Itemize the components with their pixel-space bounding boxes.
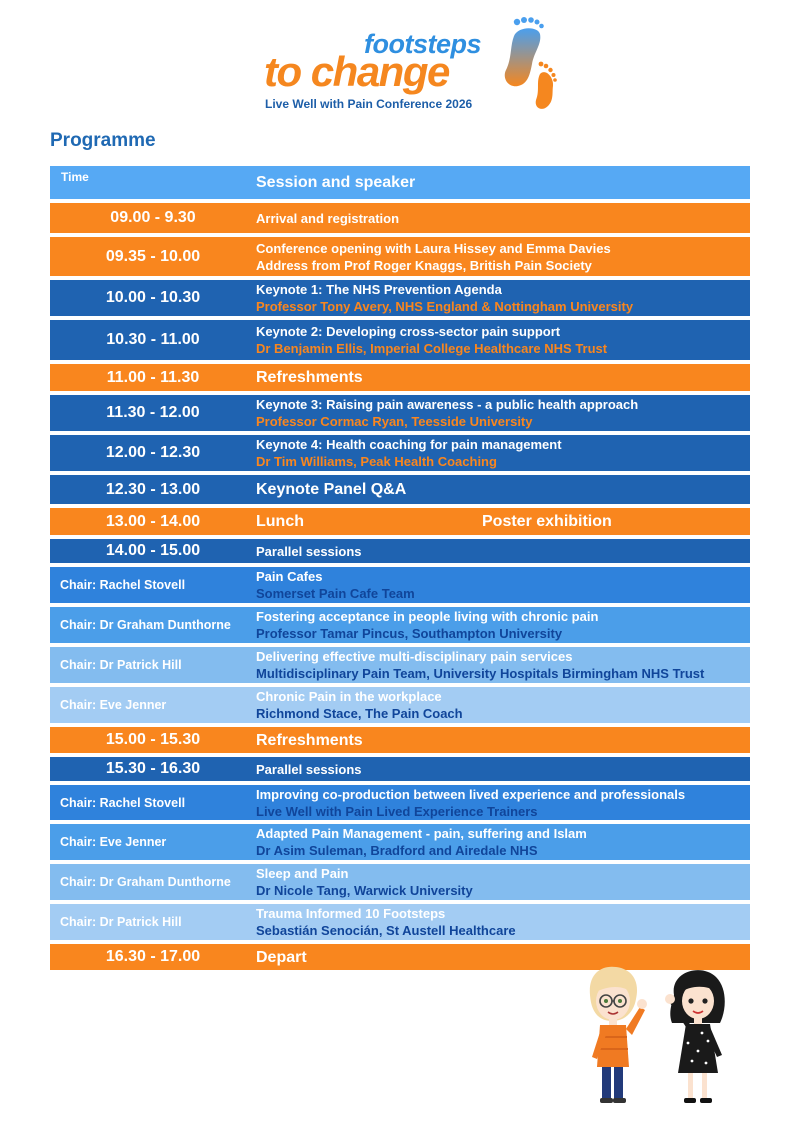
session-title: Delivering effective multi-disciplinary pain services	[256, 649, 573, 664]
session-title: Keynote 3: Raising pain awareness - a public health approach	[256, 397, 639, 412]
row-session: Parallel sessions	[256, 761, 362, 777]
row-time: 15.30 - 16.30	[105, 760, 201, 777]
table-row	[50, 727, 750, 753]
row-session: Keynote Panel Q&A	[256, 481, 407, 498]
row-chair: Chair: Eve Jenner	[60, 698, 167, 712]
programme-heading: Programme	[50, 130, 156, 151]
footprints-icon	[500, 14, 560, 114]
session-title: Improving co-production between lived experience and professionals	[256, 786, 686, 802]
session-title: Chronic Pain in the workplace	[256, 689, 442, 704]
session-title: Adapted Pain Management - pain, suffering and Islam	[256, 826, 587, 841]
table-row	[50, 395, 750, 431]
session-column-header: Session and speaker	[256, 174, 416, 191]
table-row	[50, 237, 750, 276]
row-session	[256, 280, 746, 316]
row-session	[256, 237, 746, 276]
table-row	[50, 757, 750, 781]
table-row	[50, 435, 750, 471]
session-speaker: Multidisciplinary Pain Team, University Hospitals Birmingham NHS Trust	[256, 666, 705, 681]
row-chair: Chair: Rachel Stovell	[60, 578, 186, 592]
session-title: Conference opening with Laura Hissey and Emma Davies	[256, 240, 611, 256]
cartoon-characters-illustration	[582, 963, 742, 1108]
row-chair: Chair: Rachel Stovell	[60, 795, 186, 810]
row-session	[256, 785, 746, 820]
row-chair: Chair: Dr Graham Dunthorne	[60, 875, 231, 889]
row-session: Refreshments	[256, 369, 363, 386]
session-speaker: Dr Benjamin Ellis, Imperial College Healthcare NHS Trust	[256, 341, 608, 356]
row-session	[256, 904, 746, 940]
row-session	[256, 607, 746, 643]
session-title: Keynote 4: Health coaching for pain management	[256, 437, 562, 452]
table-row	[50, 475, 750, 504]
session-title: Keynote 2: Developing cross-sector pain support	[256, 324, 561, 339]
row-session: Arrival and registration	[256, 210, 400, 226]
table-row	[50, 203, 750, 233]
table-row	[50, 539, 750, 563]
table-header-row	[50, 166, 750, 199]
row-session	[256, 567, 746, 603]
session-speaker: Dr Nicole Tang, Warwick University	[256, 883, 473, 898]
row-time: 12.00 - 12.30	[105, 444, 201, 461]
session-speaker: Live Well with Pain Lived Experience Trainers	[256, 803, 538, 819]
row-session	[256, 395, 746, 431]
session-speaker: Address from Prof Roger Knaggs, British Pain Society	[256, 257, 592, 273]
conference-subtitle: Live Well with Pain Conference 2026	[265, 97, 473, 111]
session-title: Pain Cafes	[256, 569, 323, 584]
table-row	[50, 647, 750, 683]
session-title: Sleep and Pain	[256, 866, 349, 881]
time-column-header: Time	[61, 170, 89, 184]
row-time: 11.30 - 12.00	[106, 404, 200, 421]
table-row	[50, 864, 750, 900]
programme-table	[50, 166, 750, 974]
row-session	[256, 864, 746, 900]
logo-to-change-text: to change	[264, 48, 449, 95]
session-speaker: Professor Tamar Pincus, Southampton University	[256, 626, 563, 641]
row-session: Parallel sessions	[256, 543, 362, 559]
session-speaker: Richmond Stace, The Pain Coach	[256, 706, 463, 721]
poster-exhibition-label: Poster exhibition	[482, 512, 612, 530]
table-row	[50, 607, 750, 643]
table-row	[50, 687, 750, 723]
session-speaker: Professor Tony Avery, NHS England & Nottingham University	[256, 299, 634, 314]
table-row	[50, 280, 750, 316]
table-row	[50, 320, 750, 360]
table-row	[50, 785, 750, 820]
row-time: 09.00 - 9.30	[110, 209, 196, 226]
table-row	[50, 904, 750, 940]
table-row	[50, 824, 750, 860]
table-row	[50, 508, 750, 535]
session-title: Trauma Informed 10 Footsteps	[256, 906, 446, 921]
session-speaker: Sebastián Senocián, St Austell Healthcare	[256, 923, 516, 938]
conference-logo	[262, 14, 562, 114]
row-chair: Chair: Dr Patrick Hill	[60, 658, 182, 672]
session-title: Fostering acceptance in people living with chronic pain	[256, 609, 599, 624]
session-title: Keynote 1: The NHS Prevention Agenda	[256, 282, 502, 297]
row-time: 15.00 - 15.30	[105, 731, 201, 748]
row-time: 13.00 - 14.00	[105, 512, 201, 530]
row-session	[256, 687, 746, 723]
row-chair: Chair: Dr Patrick Hill	[60, 915, 182, 929]
session-speaker: Somerset Pain Cafe Team	[256, 586, 415, 601]
row-time: 12.30 - 13.00	[105, 480, 201, 498]
row-session	[256, 647, 746, 683]
row-time: 09.35 - 10.00	[105, 247, 201, 265]
row-time: 11.00 - 11.30	[106, 368, 200, 386]
logo-footsteps-text: footsteps	[364, 29, 481, 59]
table-row	[50, 567, 750, 603]
row-session: Refreshments	[256, 731, 363, 749]
row-time: 10.30 - 11.00	[106, 331, 200, 348]
row-time: 16.30 - 17.00	[105, 948, 201, 965]
row-session	[256, 435, 746, 471]
session-speaker: Professor Cormac Ryan, Teesside University	[256, 414, 533, 429]
row-time: 14.00 - 15.00	[105, 542, 201, 559]
session-speaker: Dr Tim Williams, Peak Health Coaching	[256, 454, 497, 469]
row-session: Lunch	[256, 513, 304, 530]
row-time: 10.00 - 10.30	[105, 289, 201, 306]
dark-haired-character-icon	[665, 970, 725, 1103]
blonde-character-icon	[590, 967, 647, 1103]
row-session	[256, 320, 746, 360]
row-chair: Chair: Dr Graham Dunthorne	[60, 618, 231, 632]
session-speaker: Dr Asim Suleman, Bradford and Airedale NHS	[256, 843, 538, 858]
table-row	[50, 364, 750, 391]
row-session	[256, 824, 746, 860]
row-chair: Chair: Eve Jenner	[60, 835, 167, 849]
row-session: Depart	[256, 948, 307, 966]
